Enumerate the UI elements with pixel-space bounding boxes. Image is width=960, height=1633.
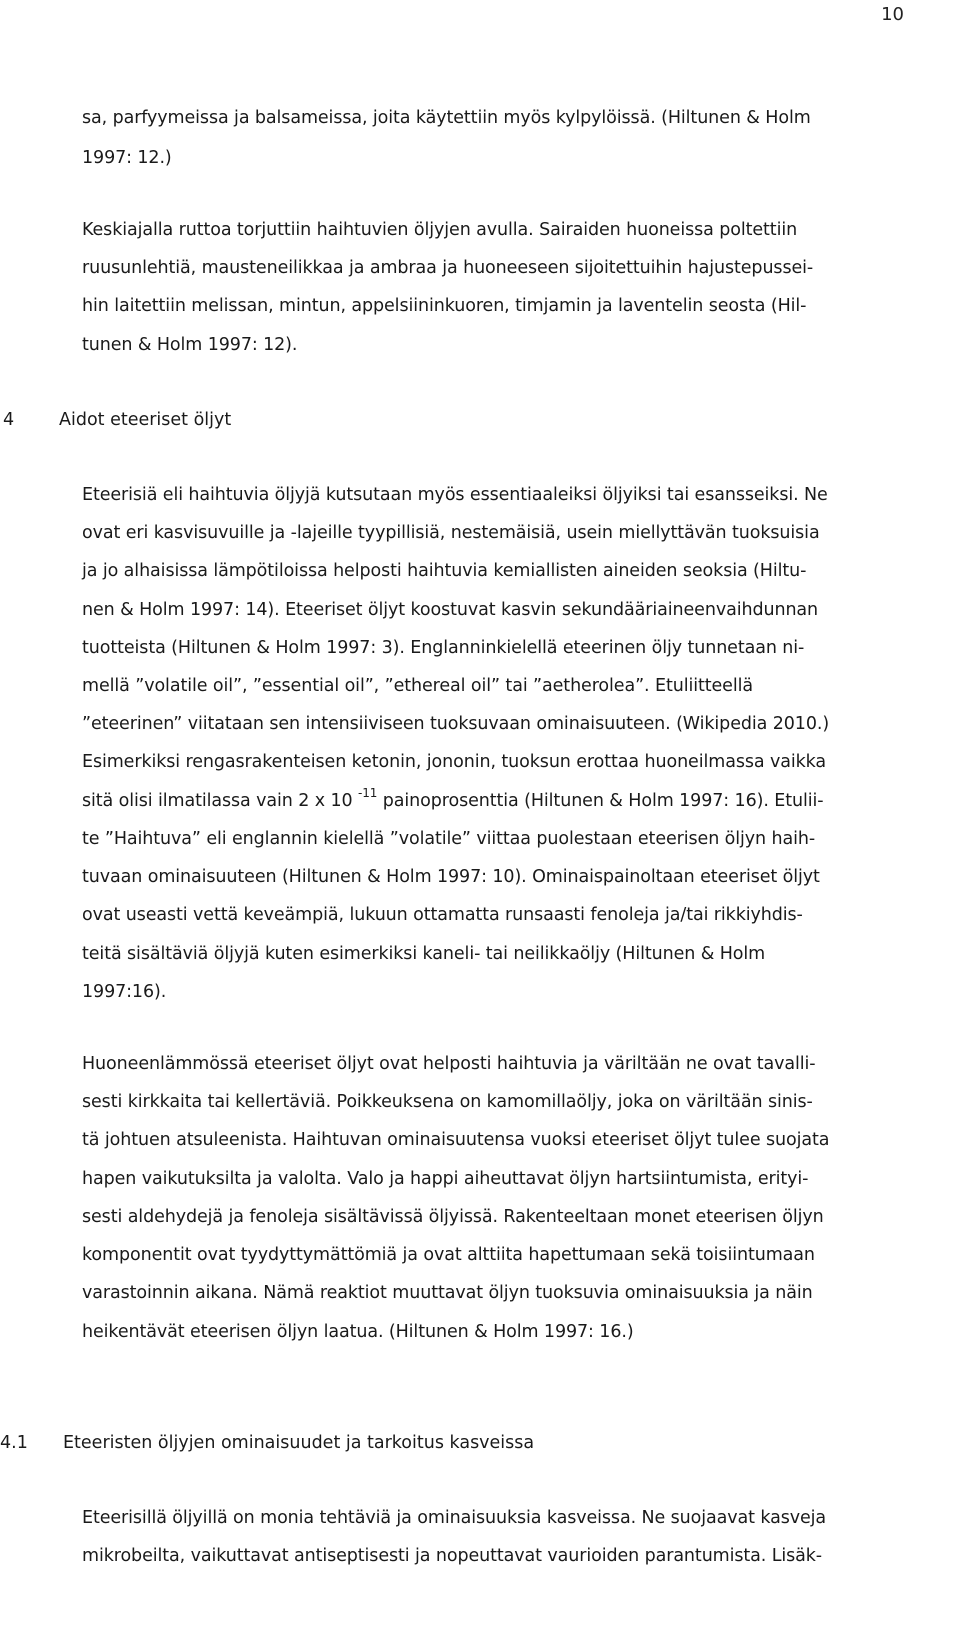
text-fragment: sitä olisi ilmatilassa vain 2 x 10 bbox=[82, 791, 358, 811]
text-line: ovat useasti vettä keveämpiä, lukuun ottamatta runsaasti fenoleja ja/tai rikkiyhdis- bbox=[82, 905, 803, 925]
text-line: Eteerisiä eli haihtuvia öljyjä kutsutaan myös essentiaaleiksi öljyiksi tai esansseiksi. Ne bbox=[82, 485, 828, 505]
text-line: mikrobeilta, vaikuttavat antiseptisesti ja nopeuttavat vaurioiden parantumista. Lisäk- bbox=[82, 1546, 823, 1566]
text-line: 1997: 12.) bbox=[82, 148, 172, 168]
text-line: ruusunlehtiä, mausteneilikkaa ja ambraa ja huoneeseen sijoitettuihin hajustepussei- bbox=[82, 258, 814, 278]
text-fragment: painoprosenttia (Hiltunen & Holm 1997: 16). Etulii- bbox=[377, 791, 824, 811]
text-line: tuvaan ominaisuuteen (Hiltunen & Holm 1997: 10). Ominaispainoltaan eteeriset öljyt bbox=[82, 867, 820, 887]
section-heading-4-1 bbox=[0, 1431, 535, 1455]
section-title: Eteeristen öljyjen ominaisuudet ja tarkoitus kasveissa bbox=[63, 1433, 535, 1453]
text-line: tä johtuen atsuleenista. Haihtuvan ominaisuutensa vuoksi eteeriset öljyt tulee suojata bbox=[82, 1130, 830, 1150]
section-number: 4 bbox=[3, 410, 15, 430]
text-line: sesti kirkkaita tai kellertäviä. Poikkeuksena on kamomillaöljy, joka on väriltään sinis- bbox=[82, 1092, 813, 1112]
text-line: Huoneenlämmössä eteeriset öljyt ovat helposti haihtuvia ja väriltään ne ovat tavalli- bbox=[82, 1054, 816, 1074]
text-line: Eteerisillä öljyillä on monia tehtäviä ja ominaisuuksia kasveissa. Ne suojaavat kasveja bbox=[82, 1508, 827, 1528]
section-title: Aidot eteeriset öljyt bbox=[59, 410, 232, 430]
text-line: tuotteista (Hiltunen & Holm 1997: 3). Englanninkielellä eteerinen öljy tunnetaan ni- bbox=[82, 638, 805, 658]
superscript-exponent: -11 bbox=[357, 786, 378, 801]
text-line: 1997:16). bbox=[82, 982, 167, 1002]
text-line: teitä sisältäviä öljyjä kuten esimerkiksi kaneli- tai neilikkaöljy (Hiltunen & Holm bbox=[82, 944, 766, 964]
text-line: komponentit ovat tyydyttymättömiä ja ovat alttiita hapettumaan sekä toisiintumaan bbox=[82, 1245, 815, 1265]
text-line: Esimerkiksi rengasrakenteisen ketonin, jononin, tuoksun erottaa huoneilmassa vaikka bbox=[82, 752, 826, 772]
section-number: 4.1 bbox=[0, 1433, 28, 1453]
text-line: hin laitettiin melissan, mintun, appelsiininkuoren, timjamin ja laventelin seosta (Hil- bbox=[82, 296, 807, 316]
section-heading-4 bbox=[0, 408, 232, 432]
text-line: sesti aldehydejä ja fenoleja sisältävissä öljyissä. Rakenteeltaan monet eteerisen öljyn bbox=[82, 1207, 824, 1227]
text-line: heikentävät eteerisen öljyn laatua. (Hiltunen & Holm 1997: 16.) bbox=[82, 1322, 634, 1342]
text-line: ja jo alhaisissa lämpötiloissa helposti haihtuvia kemiallisten aineiden seoksia (Hiltu- bbox=[82, 561, 807, 581]
page-number: 10 bbox=[881, 4, 904, 25]
text-line: te ”Haihtuva” eli englannin kielellä ”volatile” viittaa puolestaan eteerisen öljyn haih- bbox=[82, 829, 816, 849]
text-line: ovat eri kasvisuvuille ja -lajeille tyypillisiä, nestemäisiä, usein miellyttävän tuoksuisia bbox=[82, 523, 820, 543]
text-line: sa, parfyymeissa ja balsameissa, joita käytettiin myös kylpylöissä. (Hiltunen & Holm bbox=[82, 108, 811, 128]
text-line: mellä ”volatile oil”, ”essential oil”, ”ethereal oil” tai ”aetherolea”. Etuliitteellä bbox=[82, 676, 753, 696]
text-line: varastoinnin aikana. Nämä reaktiot muuttavat öljyn tuoksuvia ominaisuuksia ja näin bbox=[82, 1283, 813, 1303]
text-line: ”eteerinen” viitataan sen intensiiviseen tuoksuvaan ominaisuuteen. (Wikipedia 2010.) bbox=[82, 714, 830, 734]
text-line: nen & Holm 1997: 14). Eteeriset öljyt koostuvat kasvin sekundääriaineenvaihdunnan bbox=[82, 600, 819, 620]
text-line: tunen & Holm 1997: 12). bbox=[82, 335, 298, 355]
text-line: Keskiajalla ruttoa torjuttiin haihtuvien öljyjen avulla. Sairaiden huoneissa poltettiin bbox=[82, 220, 798, 240]
text-line bbox=[82, 786, 824, 813]
text-line: hapen vaikutuksilta ja valolta. Valo ja happi aiheuttavat öljyn hartsiintumista, erityi- bbox=[82, 1169, 809, 1189]
